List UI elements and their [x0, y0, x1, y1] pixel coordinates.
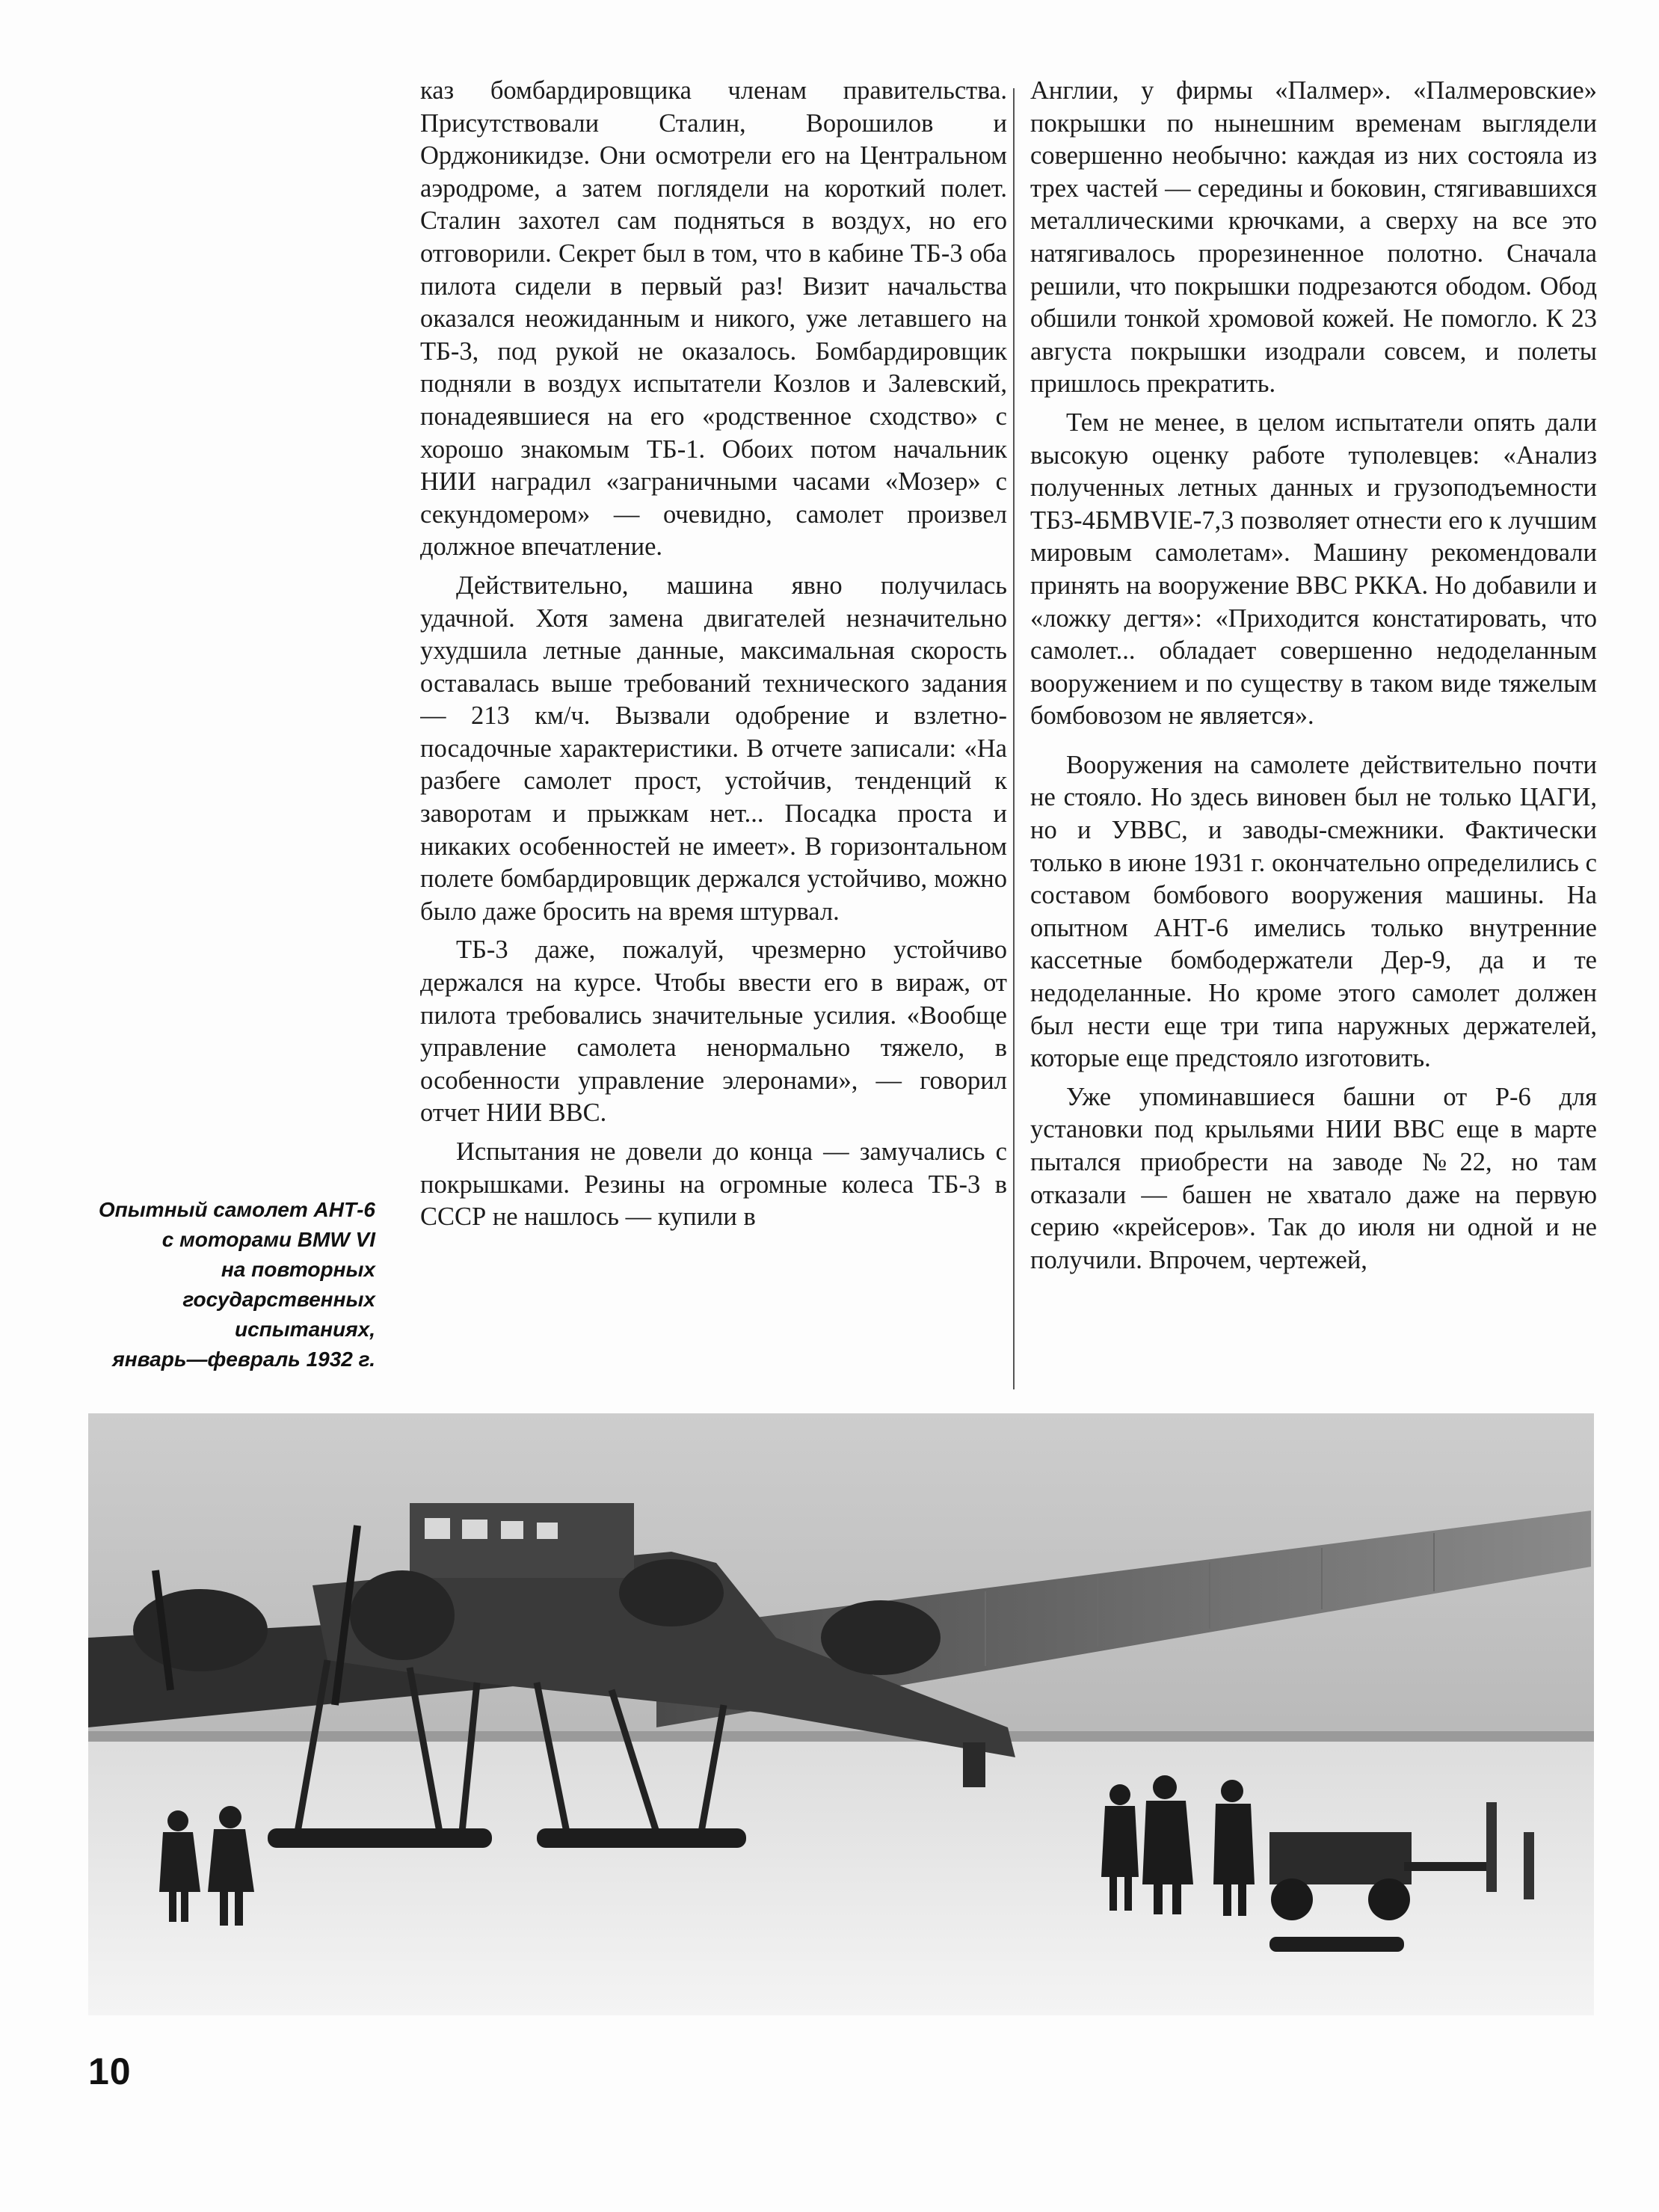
paragraph-right-1: Англии, у фирмы «Палмер». «Палмеровские» покрышки по нынешним временам выглядели совершенно необычно: каждая из них состояла из трех частей — середины и боковин, стягивавшихся металлическими крючками, а сверху на все это натягивалось прорезиненное полотно. Сначала решили, что покрышки подрезаются ободом. Обод обшили тонкой хромовой кожей. Не помогло. К 23 августа покрышки изодрали совсем, и полеты пришлось прекратить. [1030, 76, 1597, 399]
caption-line: Опытный самолет АНТ-6 [98, 1198, 375, 1221]
aircraft-photo-drawing [88, 1413, 1594, 2015]
cockpit-structure [410, 1503, 634, 1578]
paragraph-right-2: Тем не менее, в целом испытатели опять дали высокую оценку работе туполевцев: «Анализ полученных летных данных и грузоподъемности ТБ3-4БМВVIE-7,3 позволяет отнести его к лучшим мировым самолетам». Машину рекомендовали принять на вооружение ВВС РККА. Но добавили и «ложку дегтя»: «Приходится констатировать, что самолет... обладает совершенно недоделанным вооружением и по существу в таком виде тяжелым бомбовозом не является». [1030, 408, 1597, 731]
paragraph-left-2: Действительно, машина явно получилась удачной. Хотя замена двигателей незначительно ухудшила летные данные, максимальная скорость оставалась выше требований технического задания — 213 км/ч. Вызвали одобрение и взлетно-посадочные характеристики. В отчете записали: «На разбеге самолет прост, устойчив, тенденций к заворотам и прыжкам нет... Посадка проста и никаких особенностей не имеет». В горизонтальном полете бомбардировщик держался устойчиво, можно было даже бросить на время штурвал. [420, 571, 1007, 926]
photo-caption [90, 1195, 375, 1374]
paragraph-left-3: ТБ-3 даже, пожалуй, чрезмерно устойчиво держался на курсе. Чтобы ввести его в вираж, от пилота требовались значительные усилия. «Вообще управление самолета ненормально тяжело, в особенности управление элеронами», — говорил отчет НИИ ВВС. [420, 936, 1007, 1128]
page-number: 10 [88, 2050, 132, 2092]
paragraph-left-1: каз бомбардировщика членам правительства. Присутствовали Сталин, Ворошилов и Орджоникидзе. Они осмотрели его на Центральном аэродроме, а затем поглядели на короткий полет. Сталин захотел сам подняться в воздух, но его отговорили. Секрет был в том, что в кабине ТБ-3 оба пилота сидели в первый раз! Визит начальства оказался неожиданным и никого, уже летавшего на ТБ-3, под рукой не оказалось. Бомбардировщик подняли в воздух испытатели Козлов и Залевский, понадеявшиеся на его «родственное сходство» с хорошо знакомым ТБ-1. Обоих потом начальник НИИ наградил «заграничными часами «Мозер» с секундомером» — очевидно, самолет произвел должное впечатление. [420, 76, 1007, 562]
paragraph-left-4: Испытания не довели до конца — замучались с покрышками. Резины на огромные колеса ТБ-3 в СССР не нашлось — купили в [420, 1137, 1007, 1232]
text-column-right [1030, 75, 1597, 1391]
left-ski [268, 1828, 492, 1848]
right-ski [537, 1828, 746, 1848]
caption-line: с моторами BMW VI [161, 1228, 375, 1251]
paragraph-right-4: Уже упоминавшиеся башни от Р-6 для установки под крыльями НИИ ВВС еще в марте пытался приобрести на заводе №22, но там отказали — башен не хватало даже на первую серию «крейсеров». Так до июля ни одной и не получили. Впрочем, чертежей, [1030, 1082, 1597, 1274]
tail-skid [963, 1742, 985, 1787]
caption-line: испытаниях, [234, 1318, 375, 1341]
caption-line: государственных [182, 1288, 375, 1311]
caption-line: январь—февраль 1932 г. [112, 1348, 375, 1371]
paragraph-right-3: Вооружения на самолете действительно почти не стояло. Но здесь виновен был не только ЦАГИ, но и УВВС, и заводы-смежники. Фактически только в июне 1931 г. окончательно определились с составом бомбового вооружения машины. На опытном АНТ-6 имелись только внутренние кассетные бомбодержатели Дер-9, да и те недоделанные. Но кроме этого самолет должен был нести еще три типа наружных держателей, которые еще предстояло изготовить. [1030, 750, 1597, 1073]
text-column-left [420, 75, 1007, 1391]
column-divider [1013, 88, 1015, 1389]
aircraft-photo [88, 1413, 1594, 2015]
caption-line: на повторных [221, 1258, 375, 1281]
